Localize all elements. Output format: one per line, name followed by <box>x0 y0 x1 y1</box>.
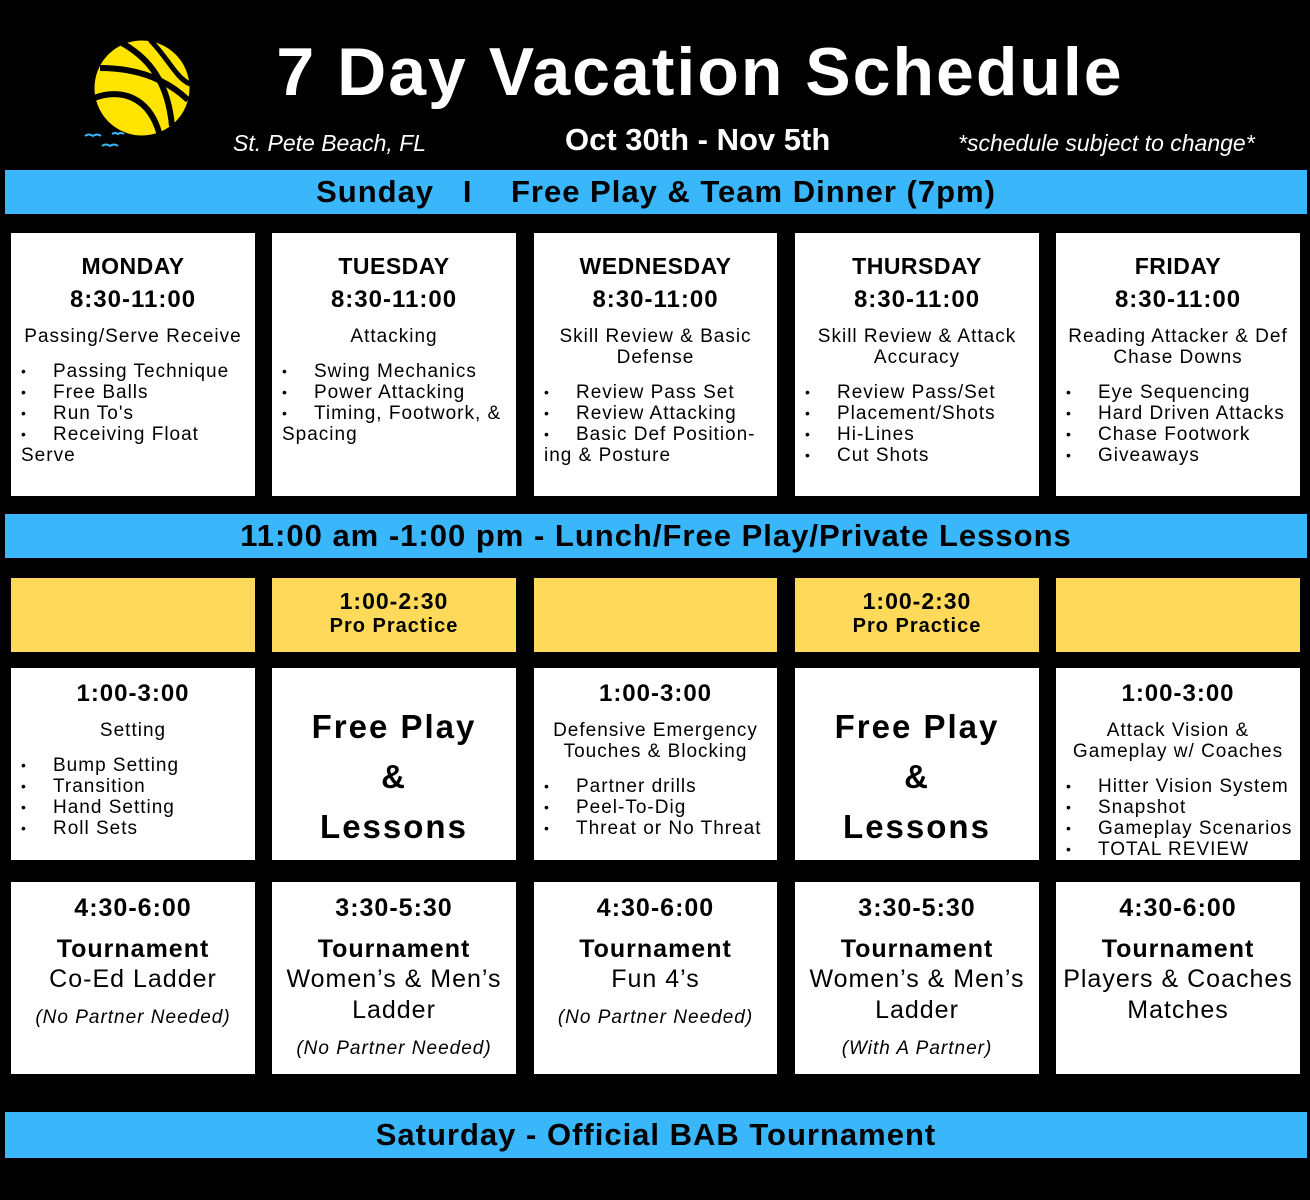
free-play-line: & <box>904 758 930 795</box>
afternoon-card <box>1056 668 1300 860</box>
pro-practice-time: 1:00-2:30 <box>862 588 972 614</box>
pro-practice-label: Pro Practice <box>329 615 459 637</box>
pro-practice-slot <box>795 578 1039 652</box>
afternoon-card <box>795 668 1039 860</box>
list-item: • Review Pass Set <box>544 382 777 403</box>
tournament-description: Women’s & Men’s Ladder <box>286 965 502 1024</box>
list-item: • Eye Sequencing <box>1066 382 1300 403</box>
list-item: • Review Attacking <box>544 403 777 424</box>
tournament-card <box>272 882 516 1074</box>
tournament-time: 3:30-5:30 <box>858 894 976 922</box>
list-item: • Cut Shots <box>805 445 1039 466</box>
afternoon-card <box>534 668 777 860</box>
day-heading: MONDAY <box>81 253 185 279</box>
day-heading: THURSDAY <box>852 253 982 279</box>
sunday-banner: Sunday I Free Play & Team Dinner (7pm) <box>5 170 1307 214</box>
list-item: • Hitter Vision System <box>1066 776 1300 797</box>
free-play-line: Free Play <box>834 708 1000 745</box>
list-item: • Swing Mechanics <box>282 361 516 382</box>
morning-card-wednesday <box>534 233 777 496</box>
session-topic: Skill Review & Attack Accuracy <box>817 326 1017 368</box>
tournament-heading: Tournament <box>840 935 994 963</box>
list-item: • Gameplay Scenarios <box>1066 818 1300 839</box>
list-item: • Partner drills <box>544 776 777 797</box>
pro-practice-slot-empty <box>1056 578 1300 652</box>
session-topic: Reading Attacker & Def Chase Downs <box>1068 326 1288 368</box>
free-play-line: Free Play <box>311 708 477 745</box>
session-time: 1:00-3:00 <box>1121 680 1235 707</box>
session-time: 8:30-11:00 <box>69 286 197 313</box>
tournament-note: (No Partner Needed) <box>35 1007 231 1028</box>
bullet-list <box>11 361 255 466</box>
pro-practice-slot-empty <box>534 578 777 652</box>
session-topic: Attack Vision & Gameplay w/ Coaches <box>1072 720 1284 762</box>
tournament-description: Fun 4’s <box>611 965 700 993</box>
list-item: • Bump Setting <box>21 755 255 776</box>
list-item: • Hard Driven Attacks <box>1066 403 1300 424</box>
tournament-description: Players & Coaches Matches <box>1063 965 1293 1024</box>
tournament-note: (No Partner Needed) <box>296 1038 492 1059</box>
free-play-block <box>795 674 1039 852</box>
tournament-time: 4:30-6:00 <box>596 894 715 922</box>
tournament-heading: Tournament <box>1101 935 1255 963</box>
free-play-line: Lessons <box>843 808 991 845</box>
list-item: • Timing, Footwork, & Spacing <box>282 403 516 445</box>
bullet-list <box>534 382 777 466</box>
bullet-list <box>272 361 516 445</box>
pro-practice-label: Pro Practice <box>852 615 982 637</box>
morning-card-thursday <box>795 233 1039 496</box>
tournament-heading: Tournament <box>56 935 210 963</box>
list-item: • Peel-To-Dig <box>544 797 777 818</box>
tournament-card <box>534 882 777 1074</box>
list-item: • TOTAL REVIEW <box>1066 839 1300 860</box>
pro-practice-slot <box>272 578 516 652</box>
bullet-list <box>1056 382 1300 466</box>
list-item: • Basic Def Position-ing & Posture <box>544 424 777 466</box>
tournament-card <box>11 882 255 1074</box>
morning-card-friday <box>1056 233 1300 496</box>
location-label: St. Pete Beach, FL <box>233 130 427 156</box>
session-topic: Setting <box>99 720 167 741</box>
list-item: • Free Balls <box>21 382 255 403</box>
date-range: Oct 30th - Nov 5th <box>565 122 831 157</box>
session-topic: Skill Review & Basic Defense <box>559 326 752 368</box>
free-play-block <box>272 674 516 852</box>
tournament-heading: Tournament <box>317 935 471 963</box>
list-item: • Review Pass/Set <box>805 382 1039 403</box>
list-item: • Chase Footwork <box>1066 424 1300 445</box>
bullet-list <box>1056 776 1300 860</box>
bullet-list <box>11 755 255 839</box>
tournament-card <box>795 882 1039 1074</box>
session-time: 8:30-11:00 <box>1114 286 1242 313</box>
tournament-time: 4:30-6:00 <box>74 894 192 922</box>
list-item: • Passing Technique <box>21 361 255 382</box>
session-time: 8:30-11:00 <box>853 286 981 313</box>
list-item: • Snapshot <box>1066 797 1300 818</box>
day-heading: WEDNESDAY <box>579 253 732 279</box>
list-item: • Run To's <box>21 403 255 424</box>
session-topic: Attacking <box>350 326 438 347</box>
morning-card-tuesday <box>272 233 516 496</box>
list-item: • Receiving Float Serve <box>21 424 255 466</box>
list-item: • Transition <box>21 776 255 797</box>
disclaimer-note: *schedule subject to change* <box>958 130 1255 156</box>
afternoon-card <box>11 668 255 860</box>
bullet-list <box>534 776 777 839</box>
list-item: • Roll Sets <box>21 818 255 839</box>
free-play-line: Lessons <box>320 808 468 845</box>
morning-card-monday <box>11 233 255 496</box>
saturday-banner: Saturday - Official BAB Tournament <box>5 1112 1307 1158</box>
session-time: 1:00-3:00 <box>76 680 190 707</box>
pro-practice-slot-empty <box>11 578 255 652</box>
list-item: • Threat or No Threat <box>544 818 777 839</box>
pro-practice-time: 1:00-2:30 <box>339 588 449 614</box>
session-time: 1:00-3:00 <box>598 680 713 707</box>
tournament-description: Co-Ed Ladder <box>49 965 217 993</box>
lunch-banner: 11:00 am -1:00 pm - Lunch/Free Play/Private Lessons <box>5 514 1307 558</box>
tournament-time: 4:30-6:00 <box>1119 894 1237 922</box>
list-item: • Giveaways <box>1066 445 1300 466</box>
list-item: • Hi-Lines <box>805 424 1039 445</box>
session-topic: Defensive Emergency Touches & Blocking <box>553 720 758 762</box>
free-play-line: & <box>381 758 407 795</box>
list-item: • Power Attacking <box>282 382 516 403</box>
session-topic: Passing/Serve Receive <box>24 326 242 347</box>
page-title: 7 Day Vacation Schedule <box>276 34 1124 110</box>
afternoon-card <box>272 668 516 860</box>
tournament-note: (With A Partner) <box>841 1038 993 1059</box>
tournament-time: 3:30-5:30 <box>335 894 453 922</box>
tournament-note: (No Partner Needed) <box>557 1007 754 1028</box>
day-heading: FRIDAY <box>1134 253 1222 279</box>
tournament-heading: Tournament <box>579 935 732 963</box>
session-time: 8:30-11:00 <box>592 286 719 313</box>
tournament-card <box>1056 882 1300 1074</box>
session-time: 8:30-11:00 <box>330 286 458 313</box>
tournament-description: Women’s & Men’s Ladder <box>809 965 1025 1024</box>
bullet-list <box>795 382 1039 466</box>
list-item: • Hand Setting <box>21 797 255 818</box>
day-heading: TUESDAY <box>338 253 450 279</box>
list-item: • Placement/Shots <box>805 403 1039 424</box>
